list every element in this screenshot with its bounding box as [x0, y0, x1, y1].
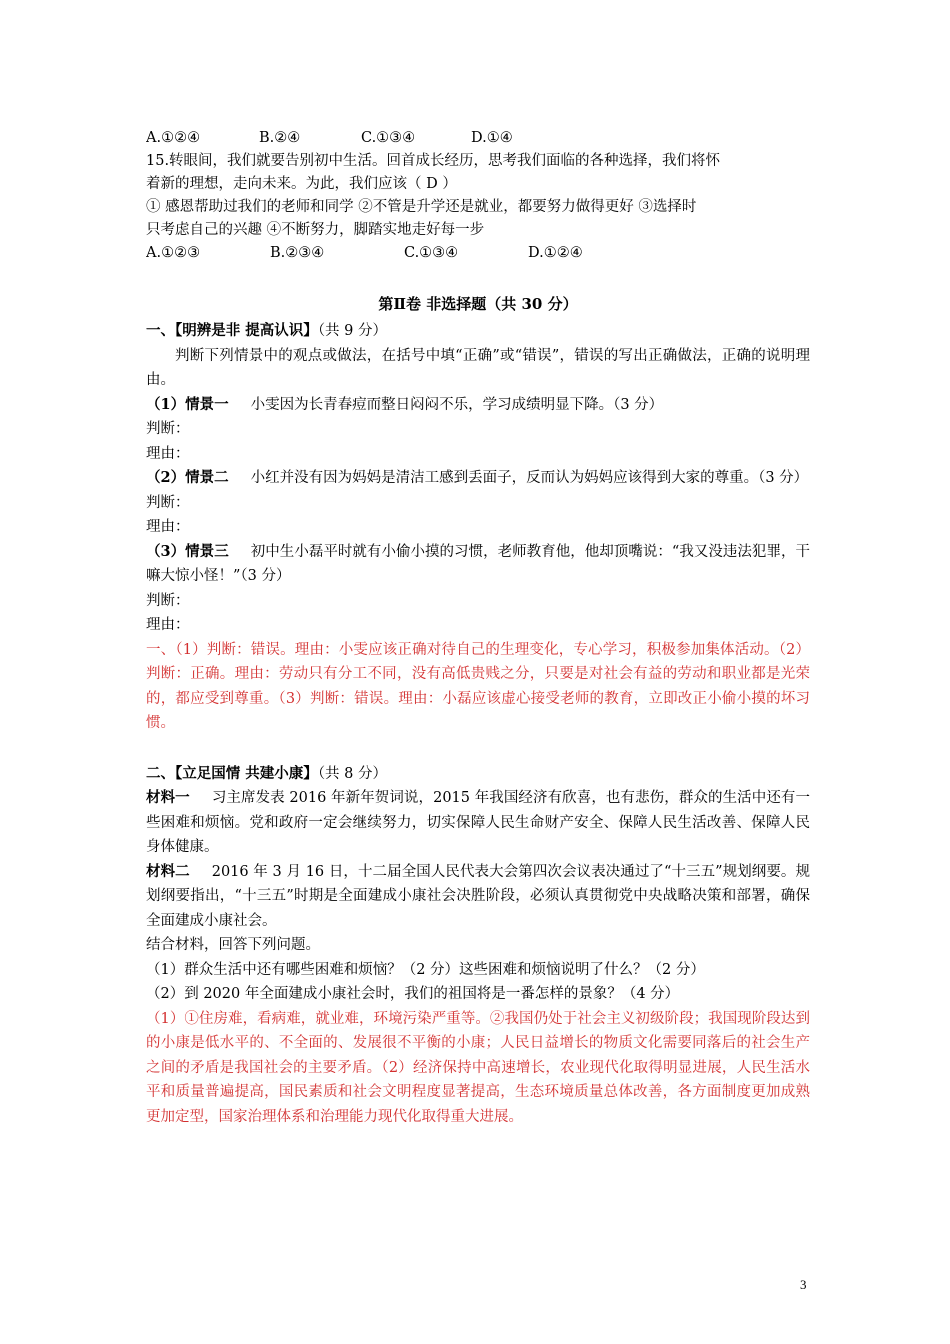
q15-options-row — [146, 242, 810, 265]
material-1 — [146, 786, 810, 860]
section-1-heading — [146, 319, 810, 344]
scenario-1-text: 小雯因为长青春痘而整日闷闷不乐，学习成绩明显下降。（3 分） — [250, 396, 664, 413]
option-a: A.①②③ — [146, 245, 201, 261]
section-1-points: （共 9 分） — [317, 323, 388, 339]
judge-label: 判断： — [146, 494, 190, 511]
material-1-text: 习主席发表 2016 年新年贺词说，2015 年我国经济有欣喜，也有悲伤，群众的生活中还有一些困难和烦恼。党和政府一定会继续努力，切实保障人民生命财产安全、保障人民生活改善、保障人民身体健康。 — [146, 790, 810, 855]
scenario-3-text: 初中生小磊平时就有小偷小摸的习惯，老师教育他，他却顶嘴说：“我又没违法犯罪，干嘛大惊小怪！”（3 分） — [146, 543, 810, 584]
scenario-2-label: （2）情景二 — [146, 469, 229, 486]
section-1-intro: 判断下列情景中的观点或做法，在括号中填“正确”或“错误”，错误的写出正确做法，正确的说明理由。 — [146, 347, 810, 388]
option-c: C.①③④ — [361, 130, 416, 146]
section-2-prompt: 结合材料，回答下列问题。 — [146, 937, 320, 953]
section-2-question-1: （1）群众生活中还有哪些困难和烦恼？（2 分）这些困难和烦恼说明了什么？（2 分） — [146, 961, 705, 978]
scenario-1 — [146, 393, 810, 418]
option-a: A.①②④ — [146, 130, 201, 146]
reason-label: 理由： — [146, 617, 190, 633]
option-b: B.②③④ — [270, 245, 325, 261]
section-1-title: 一、【明辨是非 提高认识】 — [146, 322, 318, 339]
material-1-label: 材料一 — [146, 789, 190, 806]
section-2-heading — [146, 762, 810, 787]
scenario-2 — [146, 466, 810, 491]
q15-stem-line-2: 着新的理想，走向未来。为此，我们应该（ D ） — [146, 176, 457, 192]
judge-label: 判断： — [146, 592, 190, 609]
reason-label: 理由： — [146, 519, 190, 535]
section-2-question-2: （2）到 2020 年全面建成小康社会时，我们的祖国将是一番怎样的景象？（4 分） — [146, 986, 680, 1002]
q15-items-line-2: 只考虑自己的兴趣 ④不断努力，脚踏实地走好每一步 — [146, 222, 485, 238]
material-2 — [146, 860, 810, 934]
option-c: C.①③④ — [404, 245, 459, 261]
material-2-label: 材料二 — [146, 862, 190, 880]
scenario-1-label: （1）情景一 — [146, 395, 229, 413]
section-1-answer: 一、（1）判断：错误。理由：小雯应该正确对待自己的生理变化，专心学习，积极参加集体活动。（2）判断：正确。理由：劳动只有分工不同，没有高低贵贱之分，只要是对社会有益的劳动和职业都是光荣的，都应受到尊重。（3）判断：错误。理由：小磊应该虚心接受老师的教育，立即改正小偷小摸的坏习惯。 — [146, 641, 810, 731]
reason-label: 理由： — [146, 445, 190, 462]
material-2-text: 2016 年 3 月 16 日，十二届全国人民代表大会第四次会议表决通过了“十三五”规划纲要。规划纲要指出，“十三五”时期是全面建成小康社会决胜阶段，必须认真贯彻党中央战略决策和部署，确保全面建成小康社会。 — [146, 863, 810, 929]
section-2-title: 二、【立足国情 共建小康】 — [146, 764, 318, 782]
option-d: D.①④ — [471, 130, 513, 146]
q15-stem-line-1: 15.转眼间，我们就要告别初中生活。回首成长经历，思考我们面临的各种选择，我们将怀 — [146, 153, 721, 169]
document-page — [146, 127, 810, 1129]
judge-label: 判断： — [146, 421, 190, 437]
option-d: D.①②④ — [528, 245, 583, 261]
page-number: 3 — [800, 1277, 807, 1292]
scenario-3-label: （3）情景三 — [146, 542, 229, 560]
option-b: B.②④ — [259, 130, 301, 146]
section-2-points: （共 8 分） — [317, 765, 388, 782]
section-2-answer: （1）①住房难，看病难，就业难，环境污染严重等。②我国仍处于社会主义初级阶段；我国现阶段达到的小康是低水平的、不全面的、发展很不平衡的小康；人民日益增长的物质文化需要同落后的社会生产之间的矛盾是我国社会的主要矛盾。（2）经济保持中高速增长，农业现代化取得明显进展，人民生活水平和质量普遍提高，国民素质和社会文明程度显著提高，生态环境质量总体改善，各方面制度更加成熟更加定型，国家治理体系和治理能力现代化取得重大进展。 — [146, 1010, 810, 1125]
scenario-2-text: 小红并没有因为妈妈是清洁工感到丢面子，反而认为妈妈应该得到大家的尊重。（3 分） — [250, 470, 809, 486]
part2-title: 第Ⅱ卷 非选择题（共 30 分） — [378, 295, 578, 313]
scenario-3 — [146, 540, 810, 589]
q14-options-row — [146, 127, 810, 150]
q15-items-line-1: ① 感恩帮助过我们的老师和同学 ②不管是升学还是就业，都要努力做得更好 ③选择时 — [146, 199, 697, 215]
